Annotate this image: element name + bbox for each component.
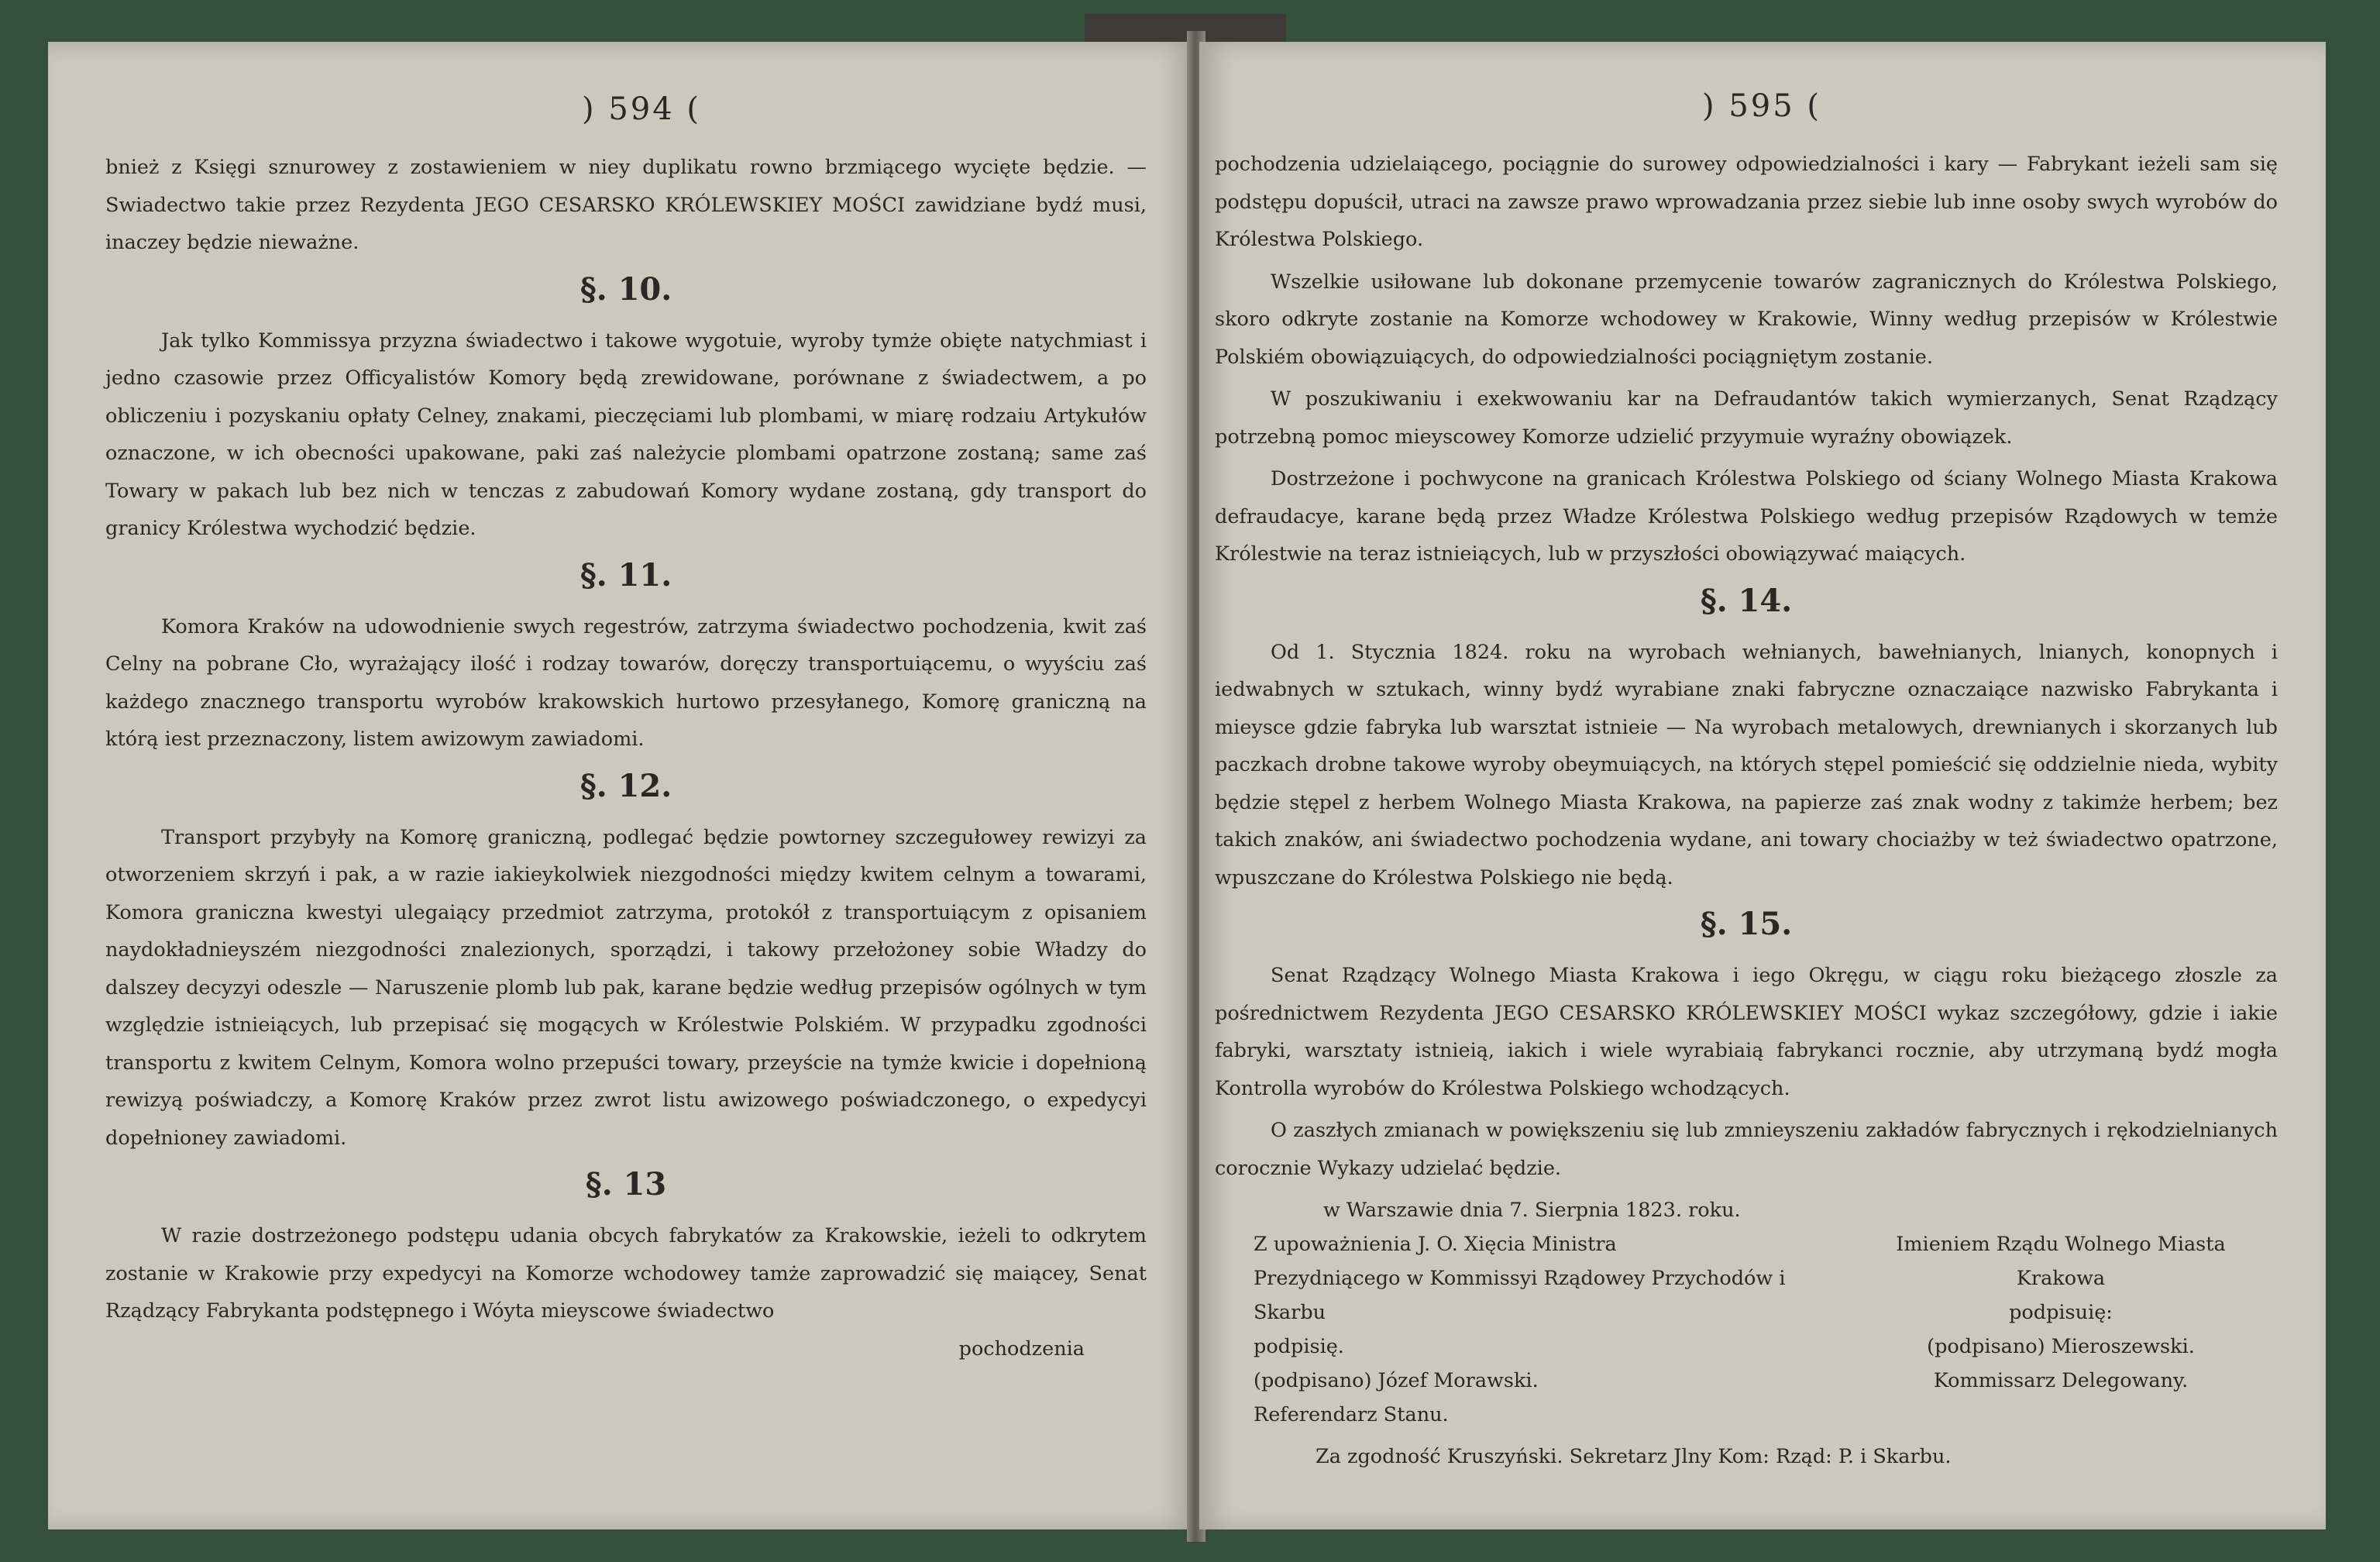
paragraph: Dostrzeżone i pochwycone na granicach Królestwa Polskiego od ściany Wolnego Miasta Krakowa defraudacye, karane będą przez Władze Królestwa Polskiego według przepisów Rządowych w temże Królestwie na teraz istnieiących, lub w przyszłości obowiązywać maiących.: [1215, 467, 2278, 566]
paragraph: Wszelkie usiłowane lub dokonane przemycenie towarów zagranicznych do Królestwa Polskiego, skoro odkryte zostanie na Komorze wchodowey w Krakowie, Winny według przepisów w Królestwie Polskiém obowiązuiących, do odpowiedzialności pociągniętym zostanie.: [1215, 270, 2278, 369]
section-heading: §. 13: [585, 1166, 667, 1202]
paragraph: Jak tylko Kommissya przyzna świadectwo i takowe wygotuie, wyroby tymże obięte natychmiast i jedno czasowie przez Officyalistów Komory będą zrewidowane, porównane z świadectwem, a po obliczeniu i pozyskaniu opłaty Celney, znakami, pieczęciami lub plombami, w miarę rodzaiu Artykułów oznaczone, w ich obecności upakowane, paki zaś należycie plombami opatrzone zostaną; same zaś Towary w pakach lub bez nich w tenczas z zabudowań Komory wydane zostaną, gdy transport do granicy Królestwa wychodzić będzie.: [105, 329, 1147, 540]
page-number: ) 594 (: [582, 91, 701, 127]
signature-right: Imieniem Rządu Wolnego Miasta Krakowa podpisuię: (podpisano) Mieroszewski. Kommissarz Delegowany.: [1896, 1233, 2226, 1392]
paragraph: W razie dostrzeżonego podstępu udania obcych fabrykatów za Krakowskie, ieżeli to odkrytem zostanie w Krakowie przy expedycyi na Komorze wchodowey tamże zaprowadzić się maiącey, Senat Rządzący Fabrykanta podstępnego i Wóyta mieyscowe świadectwo: [105, 1224, 1147, 1323]
section-heading: §. 12.: [580, 767, 672, 804]
paragraph: Komora Kraków na udowodnienie swych regestrów, zatrzyma świadectwo pochodzenia, kwit zaś Celny na pobrane Cło, wyrażający ilość i rodzay towarów, doręczy transportuiącemu, o wyyściu zaś każdego znacznego transportu wyrobów krakowskich hurtowo przesyłanego, Komorę graniczną na którą iest przeznaczony, listem awizowym zawiadomi.: [105, 614, 1147, 751]
section-heading: §. 11.: [580, 556, 672, 593]
paragraph: pochodzenia udzielaiącego, pociągnie do surowey odpowiedzialności i kary — Fabrykant ieżeli sam się podstępu dopuścił, utraci na zawsze prawo wprowadzania przez siebie lub inne osoby swych wyrobów do Królestwa Polskiego.: [1215, 153, 2278, 251]
section-heading: §. 14.: [1700, 582, 1793, 619]
book-spine: [1085, 14, 1286, 45]
place-date: w Warszawie dnia 7. Sierpnia 1823. roku.: [1323, 1199, 1741, 1222]
paragraph: W poszukiwaniu i exekwowaniu kar na Defraudantów takich wymierzanych, Senat Rządzący potrzebną pomoc mieyscowey Komorze udzielić przyymuie wyraźny obowiązek.: [1215, 387, 2278, 449]
left-page: [48, 42, 1193, 1529]
certification-footer: Za zgodność Kruszyński. Sekretarz Jlny Kom: Rząd: P. i Skarbu.: [1316, 1445, 1952, 1468]
paragraph: Od 1. Stycznia 1824. roku na wyrobach wełnianych, bawełnianych, lnianych, konopnych i iedwabnych w sztukach, winny bydź wyrabiane znaki fabryczne oznaczaiące nazwisko Fabrykanta i mieysce gdzie fabryka lub warsztat istnieie — Na wyrobach metalowych, drewnianych i skorzanych lub paczkach drobne takowe wyroby obeymuiących, na których stępel pomieścić się oddzielnie nieda, wybity będzie stępel z herbem Wolnego Miasta Krakowa, na papierze zaś znak wodny z takimże herbem; bez takich znaków, ani świadectwo pochodzenia wydane, ani towary chociażby w też świadectwo opatrzone, wpuszczane do Królestwa Polskiego nie będą.: [1215, 640, 2278, 889]
paragraph: O zaszłych zmianach w powiększeniu się lub zmnieyszeniu zakładów fabrycznych i rękodzielnianych corocznie Wykazy udzielać będzie.: [1215, 1119, 2278, 1180]
right-page: [1199, 42, 2326, 1529]
paragraph: Senat Rządzący Wolnego Miasta Krakowa i iego Okręgu, w ciągu roku bieżącego złoszle za pośrednictwem Rezydenta JEGO CESARSKO KRÓLEWSKIEY MOŚCI wykaz szczegółowy, gdzie i iakie fabryki, warsztaty istnieią, iakich i wiele wyrabiaią fabrykanci rocznie, aby utrzymaną bydź mogła Kontrolla wyrobów do Królestwa Polskiego wchodzących.: [1215, 964, 2278, 1100]
signature-block: [1215, 1227, 2278, 1432]
paragraph: Transport przybyły na Komorę graniczną, podlegać będzie powtorney szczegułowey rewizyi za otworzeniem skrzyń i pak, a w razie iakieykolwiek niezgodności między kwitem celnym a towarami, Komora graniczna kwestyi ulegaiący przedmiot zatrzyma, protokół z transportuiącym z opisaniem naydokładnieyszém niezgodności znalezionych, sporządzi, i takowy przełożoney sobie Władzy do dalszey decyzyi odeszle — Naruszenie plomb lub pak, karane będzie według przepisów ogólnych w tym względzie istnieiących, lub przepisać się mogących w Królestwie Polskiém. W przypadku zgodności transportu z kwitem Celnym, Komora wolno przepuści towary, przeyście na tymże kwicie i dopełnioną rewizyą poświadczy, a Komorę Kraków przez zwrot listu awizowego poświadczonego, o expedycyi dopełnioney zawiadomi.: [105, 825, 1147, 1150]
section-heading: §. 10.: [580, 270, 672, 308]
section-heading: §. 15.: [1700, 906, 1793, 942]
paragraph: bnież z Księgi sznurowey z zostawieniem w niey duplikatu rowno brzmiącego wycięte będzie. — Swiadectwo takie przez Rezydenta JEGO CESARSKO KRÓLEWSKIEY MOŚCI zawidziane bydź musi, inaczey będzie nieważne.: [105, 156, 1147, 254]
page-number: ) 595 (: [1702, 88, 1821, 124]
catchword: pochodzenia: [958, 1337, 1085, 1361]
signature-left: Z upoważnienia J. O. Xięcia Ministra Prezydniącego w Kommissyi Rządowey Przychodów i Skarbu podpisię. (podpisano) Józef Morawski. Referendarz Stanu.: [1254, 1233, 1786, 1426]
